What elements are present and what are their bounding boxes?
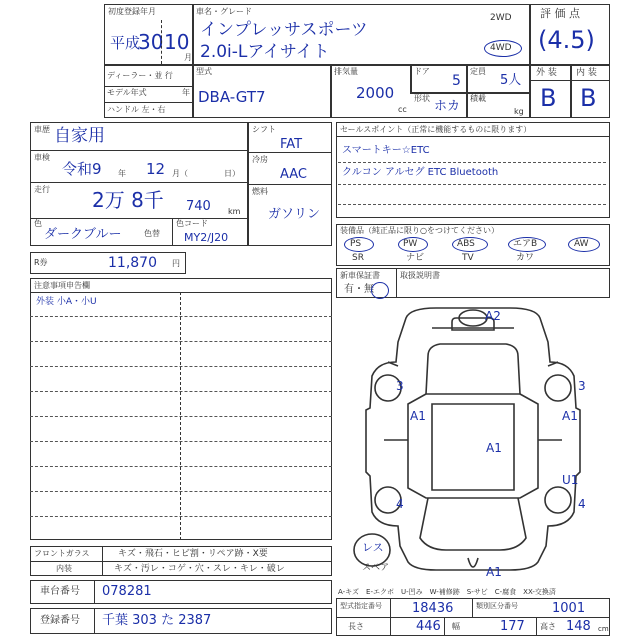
notes-label: 注意事項申告欄 (34, 281, 90, 290)
paint-label: 色替 (144, 229, 160, 238)
mileage-extra: 740 (186, 199, 211, 214)
r-tax-value: 11,870 (108, 255, 157, 271)
equip-airbag: エアB (513, 239, 538, 249)
color-label: 色 (34, 219, 42, 228)
color-value: ダークブルー (44, 227, 122, 242)
height-value: 148 (566, 619, 591, 634)
mark-right-door: A1 (562, 409, 578, 423)
capacity-value: 5人 (500, 73, 522, 88)
height-label: 高さ (540, 622, 556, 631)
yen-unit: 円 (172, 259, 180, 268)
equip-aw: AW (574, 239, 589, 249)
fuel-value: ガソリン (268, 207, 321, 222)
dim-value-1: 18436 (412, 601, 454, 616)
fuel-label: 燃料 (252, 187, 268, 196)
notes-box (30, 278, 332, 540)
doors-value: 5 (452, 73, 461, 89)
usage-label: 車歴 (34, 125, 50, 134)
drive-4wd: 4WD (490, 43, 512, 53)
inspection-month: 12 (146, 160, 166, 178)
notes-content: 外装 小A・小U (36, 297, 97, 307)
interior-label: 内 装 (576, 68, 597, 78)
ac-label: 冷房 (252, 155, 268, 164)
chassis-label: 車台番号 (40, 586, 80, 597)
mark-rear-right-wheel: 4 (578, 497, 586, 511)
capacity-label: 定員 (470, 67, 486, 76)
mark-right-rear: U1 (562, 473, 579, 487)
mark-front: A2 (485, 309, 501, 323)
selling-points-line1: スマートキー☆ETC (342, 145, 430, 156)
damage-legend: A-キズ E-エクボ U-凹み W-補修跡 S-サビ C-腐食 XX-交換済 (338, 588, 556, 596)
mileage-main: 2万 8千 (92, 188, 164, 212)
ac-value: AAC (280, 167, 307, 182)
mark-rear-left-wheel: 4 (396, 497, 404, 511)
length-value: 446 (416, 619, 441, 634)
month-unit: 月 (184, 53, 192, 62)
front-glass-desc: キズ・飛石・ヒビ割・リペア跡・X要 (118, 549, 268, 559)
rating-value: (4.5) (538, 26, 595, 54)
color-code-value: MY2/J20 (184, 231, 229, 244)
interior-grade: B (580, 84, 597, 112)
cc-unit: cc (398, 105, 407, 114)
equip-leather: カワ (516, 253, 535, 263)
front-glass-label: フロントガラス (34, 549, 90, 558)
mark-roof: A1 (486, 441, 502, 455)
dim-label-2: 類別区分番号 (476, 602, 518, 610)
spare-label: スペア (362, 563, 390, 573)
interior-desc: キズ・汚レ・コゲ・穴・スレ・キレ・破レ (114, 564, 285, 574)
drive-2wd: 2WD (490, 13, 512, 23)
shift-value: FAT (280, 137, 303, 152)
car-name: インプレッサスポーツ (200, 20, 368, 40)
warranty-label: 新車保証書 (340, 271, 380, 280)
shape-label: 形状 (414, 94, 430, 103)
selling-points-line2: クルコン アルセグ ETC Bluetooth (342, 167, 499, 178)
dim-value-2: 1001 (552, 601, 586, 616)
width-value: 177 (500, 619, 525, 634)
width-label: 幅 (452, 622, 460, 631)
displacement-value: 2000 (356, 84, 395, 102)
dealer-label: ディーラー・並 行 (107, 71, 173, 80)
usage-value: 自家用 (54, 126, 105, 146)
selling-points-label: セールスポイント（正常に機能するものに限ります） (340, 125, 532, 134)
equip-abs: ABS (457, 239, 475, 249)
registration-label: 登録番号 (40, 615, 80, 626)
door-label: ドア (414, 67, 430, 76)
length-label: 長さ (348, 622, 364, 631)
shift-label: シフト (252, 125, 276, 134)
grade: 2.0i-Lアイサイト (200, 42, 330, 62)
mark-front-left-wheel: 3 (396, 379, 404, 393)
inspection-day-unit: 日） (224, 169, 240, 178)
handle-label: ハンドル 左・右 (107, 105, 166, 114)
registration-value: 千葉 303 た 2387 (102, 613, 212, 628)
km-unit: km (228, 207, 241, 216)
kg-unit: kg (514, 107, 524, 116)
model-code: DBA-GT7 (198, 88, 266, 106)
manual-label: 取扱説明書 (400, 271, 440, 280)
shape-value: ホカ (434, 99, 461, 114)
inspection-month-unit: 月（ (172, 169, 188, 178)
inspection-era: 令和9 (62, 160, 102, 178)
equip-sr: SR (352, 253, 364, 263)
dim-label-1: 型式指定番号 (340, 602, 382, 610)
first-reg-month: 10 (164, 30, 190, 54)
model-label: 型式 (196, 67, 212, 76)
mark-rear: A1 (486, 565, 502, 579)
equip-pw: PW (403, 239, 418, 249)
load-label: 積載 (470, 94, 486, 103)
mark-front-right-wheel: 3 (578, 379, 586, 393)
inspection-label: 車検 (34, 153, 50, 162)
cm-unit: cm (598, 625, 609, 633)
warranty-value: 有・無 (344, 284, 374, 295)
exterior-grade: B (540, 84, 557, 112)
spare-less-mark: レス (362, 541, 384, 554)
interior-glass-label: 内装 (56, 564, 72, 573)
exterior-label: 外 装 (536, 68, 557, 78)
equip-ps: PS (350, 239, 362, 249)
equip-navi: ナビ (406, 253, 425, 263)
rating-label: 評 価 点 (540, 7, 580, 20)
mileage-label: 走行 (34, 185, 50, 194)
model-year-unit: 年 (182, 88, 190, 97)
first-reg-label: 初度登録年月 (108, 7, 156, 16)
color-code-label: 色コード (176, 219, 208, 228)
first-reg-era: 平成 (110, 34, 141, 52)
inspection-year-unit: 年 (118, 169, 126, 178)
car-name-label: 車名・グレード (196, 7, 252, 16)
equipment-label: 装備品（純正品に限り○をつけてください） (340, 226, 499, 235)
r-tax-label: R券 (34, 258, 48, 267)
mark-left-door: A1 (410, 409, 426, 423)
equip-tv: TV (462, 253, 474, 263)
model-year-label: モデル年式 (107, 88, 147, 97)
displacement-label: 排気量 (334, 67, 358, 76)
chassis-value: 078281 (102, 584, 152, 599)
first-reg-year: 30 (138, 30, 164, 54)
